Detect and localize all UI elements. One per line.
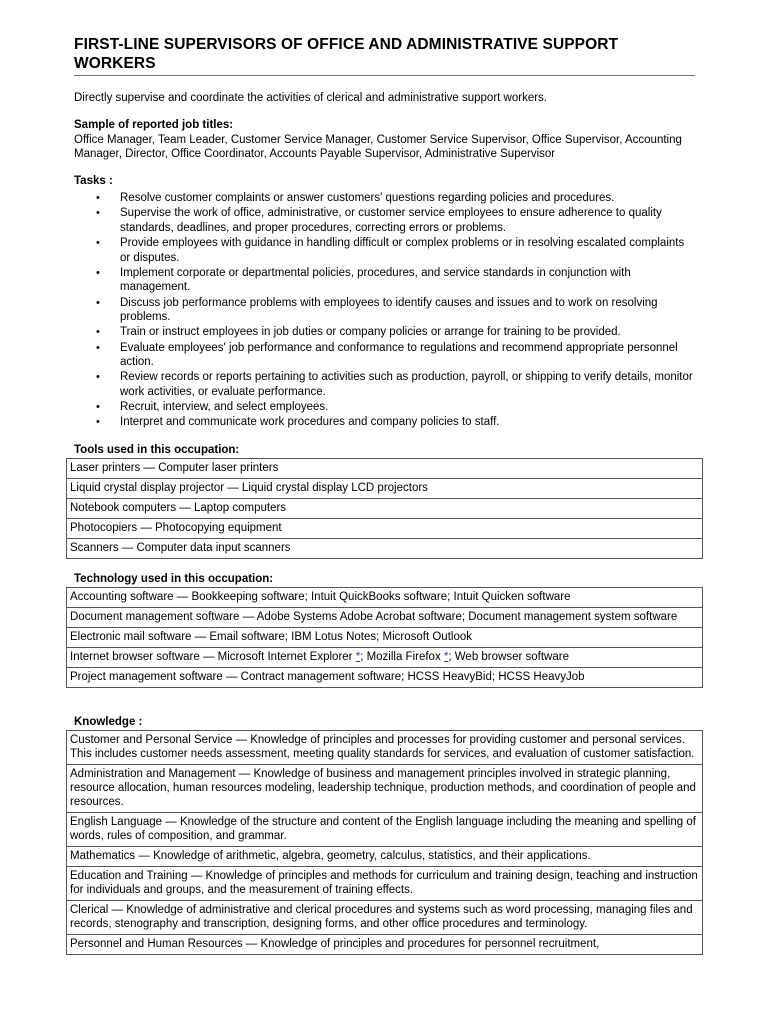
list-item xyxy=(74,206,694,236)
task-text: Interpret and communicate work procedures and company policies to staff. xyxy=(120,416,500,429)
table-cell xyxy=(67,648,703,668)
table-cell: Personnel and Human Resources — Knowledge of principles and procedures for personnel recruitment, xyxy=(67,935,703,955)
page-title: FIRST-LINE SUPERVISORS OF OFFICE AND ADMINISTRATIVE SUPPORT WORKERS xyxy=(74,36,619,72)
table-cell: Photocopiers — Photocopying equipment xyxy=(67,519,703,539)
tools-table xyxy=(66,458,703,559)
table-row xyxy=(67,459,703,479)
table-row xyxy=(67,588,703,608)
bullet-icon: • xyxy=(96,416,100,429)
table-cell: Document management software — Adobe Systems Adobe Acrobat software; Document management system software xyxy=(67,608,703,628)
table-row xyxy=(67,813,703,847)
browser-text-1: Internet browser software — Microsoft Internet Explorer xyxy=(70,651,356,663)
browser-text-3: ; Web browser software xyxy=(448,651,569,663)
list-item xyxy=(74,191,694,206)
task-text: Resolve customer complaints or answer customers' questions regarding policies and procedures. xyxy=(120,191,615,204)
table-cell: Mathematics — Knowledge of arithmetic, algebra, geometry, calculus, statistics, and their applications. xyxy=(67,847,703,867)
table-cell: Administration and Management — Knowledge of business and management principles involved in strategic planning, resource allocation, human resources modeling, leadership technique, production methods, and coordination of people and resources. xyxy=(67,765,703,813)
task-text: Discuss job performance problems with employees to identify causes and issues and to work on resolving problems. xyxy=(120,296,658,324)
hot-technology-link[interactable]: * xyxy=(355,651,361,663)
table-row xyxy=(67,668,703,688)
table-row xyxy=(67,648,703,668)
bullet-icon: • xyxy=(96,266,100,279)
table-cell: English Language — Knowledge of the structure and content of the English language including the meaning and spelling of words, rules of composition, and grammar. xyxy=(67,813,703,847)
table-cell: Scanners — Computer data input scanners xyxy=(67,539,703,559)
list-item xyxy=(74,266,694,296)
table-cell: Project management software — Contract management software; HCSS HeavyBid; HCSS HeavyJob xyxy=(67,668,703,688)
table-cell: Notebook computers — Laptop computers xyxy=(67,499,703,519)
list-item xyxy=(74,400,694,415)
bullet-icon: • xyxy=(96,371,100,384)
bullet-icon: • xyxy=(96,401,100,414)
list-item xyxy=(74,296,694,326)
table-cell: Clerical — Knowledge of administrative and clerical procedures and systems such as word processing, managing files and records, stenography and transcription, designing forms, and other office procedures and terminology. xyxy=(67,901,703,935)
table-row xyxy=(67,731,703,765)
table-cell: Liquid crystal display projector — Liquid crystal display LCD projectors xyxy=(67,479,703,499)
tasks-label: Tasks : xyxy=(74,175,113,187)
list-item xyxy=(74,370,694,400)
list-item xyxy=(74,236,694,266)
task-text: Train or instruct employees in job duties or company policies or arrange for training to be provided. xyxy=(120,326,621,339)
table-row xyxy=(67,901,703,935)
tasks-section xyxy=(74,174,714,431)
task-text: Review records or reports pertaining to activities such as production, payroll, or shipping to verify details, monitor work activities, or evaluate performance. xyxy=(120,371,693,399)
list-item xyxy=(74,415,694,430)
bullet-icon: • xyxy=(96,341,100,354)
bullet-icon: • xyxy=(96,296,100,309)
table-row xyxy=(67,608,703,628)
table-cell: Electronic mail software — Email software; IBM Lotus Notes; Microsoft Outlook xyxy=(67,628,703,648)
task-text: Evaluate employees' job performance and conformance to regulations and recommend appropriate personnel action. xyxy=(120,341,678,369)
table-cell: Laser printers — Computer laser printers xyxy=(67,459,703,479)
table-row xyxy=(67,539,703,559)
task-text: Recruit, interview, and select employees. xyxy=(120,401,329,414)
job-titles-label: Sample of reported job titles: xyxy=(74,119,234,131)
hot-technology-link[interactable]: * xyxy=(443,651,449,663)
table-row xyxy=(67,847,703,867)
browser-text-2: ; Mozilla Firefox xyxy=(360,651,444,663)
task-text: Supervise the work of office, administrative, or customer service employees to ensure adherence to quality standards, deadlines, and proper procedures, correcting errors or problems. xyxy=(120,206,662,234)
table-row xyxy=(67,519,703,539)
bullet-icon: • xyxy=(96,236,100,249)
task-text: Implement corporate or departmental policies, procedures, and service standards in conjunction with management. xyxy=(120,266,631,294)
occupation-summary: Directly supervise and coordinate the activities of clerical and administrative support workers. xyxy=(74,92,547,104)
table-row xyxy=(67,628,703,648)
table-row xyxy=(67,867,703,901)
knowledge-label: Knowledge : xyxy=(74,716,143,728)
table-cell: Accounting software — Bookkeeping software; Intuit QuickBooks software; Intuit Quicken software xyxy=(67,588,703,608)
table-row xyxy=(67,499,703,519)
tasks-list xyxy=(74,191,714,430)
bullet-icon: • xyxy=(96,326,100,339)
table-cell: Customer and Personal Service — Knowledge of principles and processes for providing customer and personal services. This includes customer needs assessment, meeting quality standards for services, and evaluation of customer satisfaction. xyxy=(67,731,703,765)
table-cell: Education and Training — Knowledge of principles and methods for curriculum and training design, teaching and instruction for individuals and groups, and the measurement of training effects. xyxy=(67,867,703,901)
title-divider xyxy=(74,75,695,76)
tools-label: Tools used in this occupation: xyxy=(74,444,240,456)
technology-table xyxy=(66,587,703,688)
bullet-icon: • xyxy=(96,206,100,219)
technology-label: Technology used in this occupation: xyxy=(74,573,274,585)
list-item xyxy=(74,341,694,371)
job-titles-section xyxy=(74,118,714,162)
list-item xyxy=(74,325,694,340)
table-row xyxy=(67,935,703,955)
job-titles-list: Office Manager, Team Leader, Customer Service Manager, Customer Service Supervisor, Office Supervisor, Accounting Manager, Director, Office Coordinator, Accounts Payable Supervisor, Administrative Supervisor xyxy=(74,133,682,160)
task-text: Provide employees with guidance in handling difficult or complex problems or in resolving escalated complaints or disputes. xyxy=(120,236,685,264)
table-row xyxy=(67,765,703,813)
bullet-icon: • xyxy=(96,191,100,204)
table-row xyxy=(67,479,703,499)
knowledge-table xyxy=(66,730,703,955)
